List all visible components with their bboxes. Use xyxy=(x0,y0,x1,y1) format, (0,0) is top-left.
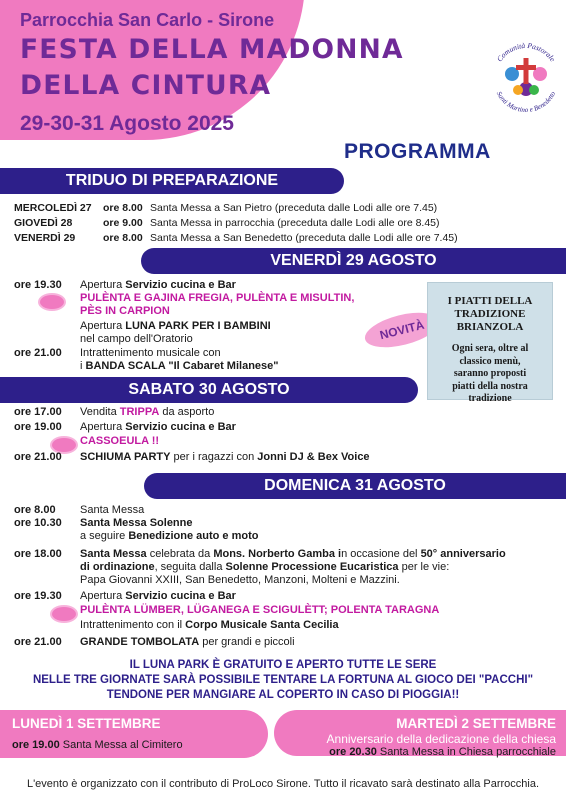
parish-name: Parrocchia San Carlo - Sirone xyxy=(20,10,275,30)
domenica-heading: DOMENICA 31 AGOSTO xyxy=(144,473,566,499)
piatti-tradizione-card xyxy=(427,282,553,404)
time-label: ore 19.30 xyxy=(14,279,62,291)
note-tendone: TENDONE PER MANGIARE AL COPERTO IN CASO DI PIOGGIA!! xyxy=(106,689,460,701)
event-line: Santa Messa celebrata da Mons. Norberto Gamba in occasione del 50° anniversario xyxy=(80,548,506,560)
event-title-line1: FESTA DELLA MADONNA xyxy=(20,34,404,65)
martedi-sub: Anniversario della dedicazione della chiesa xyxy=(326,732,556,746)
menu-line: PÈS IN CARPION xyxy=(80,305,170,317)
time-label: ore 10.30 xyxy=(14,517,62,529)
event-title-line2: DELLA CINTURA xyxy=(20,70,272,101)
triduo-time: ore 8.00 xyxy=(103,232,143,244)
venerdi-heading: VENERDÌ 29 AGOSTO xyxy=(141,248,566,274)
event-line: Vendita TRIPPA da asporto xyxy=(80,406,215,418)
programma-heading: PROGRAMMA xyxy=(344,140,491,163)
piatti-body: Ogni sera, oltre al classico menù, saranno proposti piatti della nostra tradizione xyxy=(451,343,529,404)
triduo-desc: Santa Messa in parrocchia (preceduta dalle Lodi alle ore 8.45) xyxy=(150,217,440,229)
triduo-day: VENERDÌ 29 xyxy=(14,232,76,244)
time-label: ore 17.00 xyxy=(14,406,62,418)
highlight-burst-icon xyxy=(40,295,64,309)
time-label: ore 21.00 xyxy=(14,451,62,463)
time-label: ore 18.00 xyxy=(14,548,62,560)
triduo-desc: Santa Messa a San Benedetto (preceduta dalle Lodi alle ore 7.45) xyxy=(150,232,458,244)
highlight-burst-icon xyxy=(52,438,76,452)
note-pacchi: NELLE TRE GIORNATE SARÀ POSSIBILE TENTARE LA FORTUNA AL GIOCO DEI "PACCHI" xyxy=(32,674,534,686)
event-line: Apertura Servizio cucina e Bar xyxy=(80,421,236,433)
time-label: ore 19.00 xyxy=(14,421,62,433)
lunedi-event: ore 19.00 Santa Messa al Cimitero xyxy=(12,739,183,751)
event-line: Apertura Servizio cucina e Bar xyxy=(80,590,236,602)
lunedi-heading: LUNEDÌ 1 SETTEMBRE xyxy=(12,716,161,731)
time-label: ore 8.00 xyxy=(14,504,56,516)
pastoral-community-logo xyxy=(486,34,566,114)
sabato-heading: SABATO 30 AGOSTO xyxy=(0,377,418,403)
event-line: Santa Messa Solenne xyxy=(80,517,193,529)
time-label: ore 21.00 xyxy=(14,347,62,359)
piatti-title: I PIATTI DELLA TRADIZIONE BRIANZOLA xyxy=(447,295,533,333)
menu-line: PULÈNTA LÜMBER, LÜGANEGA E SCIGULÈTT; POLENTA TARAGNA xyxy=(80,604,440,616)
triduo-time: ore 9.00 xyxy=(103,217,143,229)
event-line: i BANDA SCALA "Il Cabaret Milanese" xyxy=(80,360,279,372)
time-label: ore 19.30 xyxy=(14,590,62,602)
menu-line: CASSOEULA !! xyxy=(80,435,160,447)
martedi-event: ore 20.30 Santa Messa in Chiesa parrocchiale xyxy=(329,746,556,758)
logo-text-top: Comunità Pastorale xyxy=(494,40,558,64)
martedi-heading: MARTEDÌ 2 SETTEMBRE xyxy=(396,716,556,731)
event-line: di ordinazione, seguita dalla Solenne Processione Eucaristica per le vie: xyxy=(80,561,450,573)
logo-text-bottom: Santi Martino e Benedetto xyxy=(494,90,558,114)
event-line: GRANDE TOMBOLATA per grandi e piccoli xyxy=(80,636,295,648)
event-line: Apertura LUNA PARK PER I BAMBINI xyxy=(80,320,271,332)
event-line: Santa Messa xyxy=(80,504,145,516)
event-line: Intrattenimento musicale con xyxy=(80,347,221,359)
triduo-desc: Santa Messa a San Pietro (preceduta dalle Lodi alle ore 7.45) xyxy=(150,202,438,214)
event-dates: 29-30-31 Agosto 2025 xyxy=(20,112,234,135)
triduo-day: GIOVEDÌ 28 xyxy=(14,217,73,229)
credit-line: L'evento è organizzato con il contributo di ProLoco Sirone. Tutto il ricavato sarà destinato alla Parrocchia. xyxy=(26,778,540,790)
event-line: Papa Giovanni XXIII, San Benedetto, Manzoni, Molteni e Mazzini. xyxy=(80,574,400,586)
event-line: SCHIUMA PARTY per i ragazzi con Jonni DJ & Bex Voice xyxy=(80,451,370,463)
event-line: Intrattenimento con il Corpo Musicale Santa Cecilia xyxy=(80,619,339,631)
novita-badge: NOVITÀ xyxy=(361,306,442,353)
highlight-burst-icon xyxy=(52,607,76,621)
event-line: a seguire Benedizione auto e moto xyxy=(80,530,259,542)
note-luna-park: IL LUNA PARK È GRATUITO E APERTO TUTTE LE SERE xyxy=(129,659,437,671)
event-line: Apertura Servizio cucina e Bar xyxy=(80,279,236,291)
cross-and-people-icon xyxy=(486,34,566,114)
menu-line: PULÈNTA E GAJINA FREGIA, PULÈNTA E MISULTIN, xyxy=(80,292,355,304)
time-label: ore 21.00 xyxy=(14,636,62,648)
event-line: nel campo dell'Oratorio xyxy=(80,333,193,345)
triduo-time: ore 8.00 xyxy=(103,202,143,214)
triduo-heading: TRIDUO DI PREPARAZIONE xyxy=(0,168,344,194)
triduo-day: MERCOLEDÌ 27 xyxy=(14,202,92,214)
